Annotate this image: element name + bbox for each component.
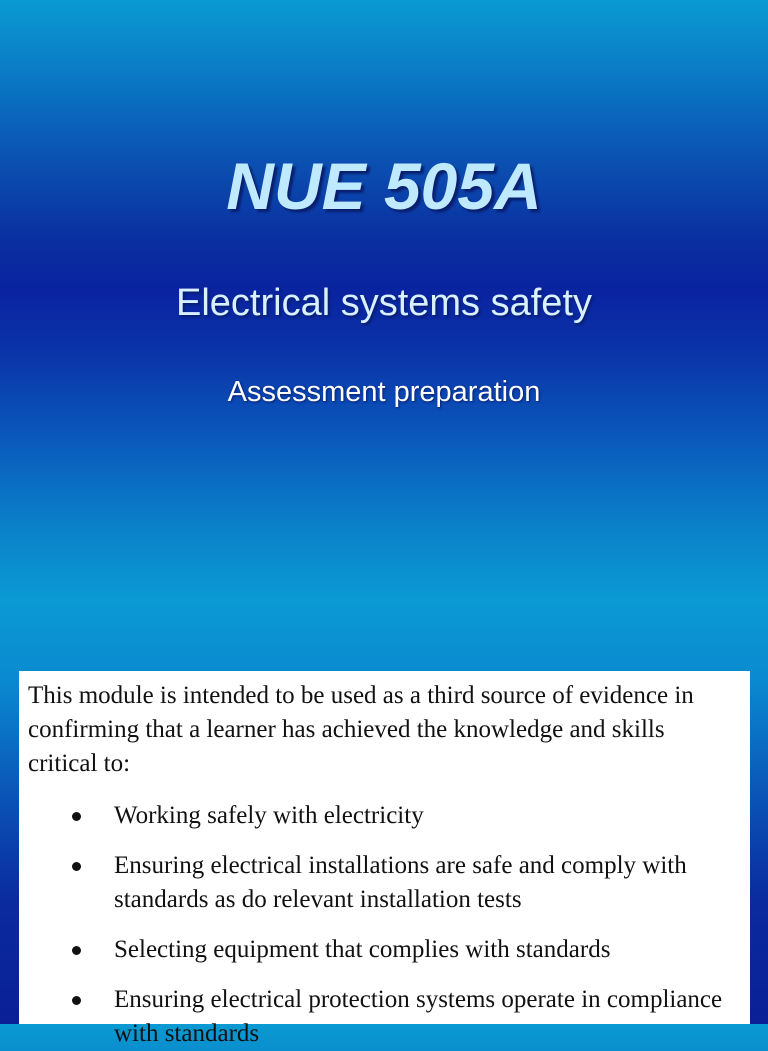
list-item-text: Selecting equipment that complies with standards bbox=[114, 936, 611, 963]
bullet-icon bbox=[72, 812, 81, 821]
bullet-icon bbox=[72, 862, 81, 871]
bullet-icon bbox=[72, 946, 81, 955]
list-item-text: Ensuring electrical installations are safe and comply with standards as do relevant installation tests bbox=[114, 852, 687, 913]
list-item bbox=[19, 849, 724, 917]
document-excerpt bbox=[19, 671, 750, 1047]
slide-subtitle: Electrical systems safety bbox=[176, 282, 592, 324]
list-item bbox=[19, 799, 724, 833]
slide-subsubtitle: Assessment preparation bbox=[227, 376, 541, 408]
bullet-icon bbox=[72, 996, 81, 1005]
document-intro: This module is intended to be used as a third source of evidence in confirming that a learner has achieved the knowledge and skills critical to: bbox=[28, 682, 694, 777]
list-item-text: Ensuring electrical protection systems operate in compliance with standards bbox=[114, 986, 723, 1047]
list-item-text: Working safely with electricity bbox=[114, 802, 424, 829]
bullet-list bbox=[19, 799, 750, 1051]
list-item bbox=[19, 933, 724, 967]
slide-title: NUE 505A bbox=[226, 149, 542, 223]
list-item bbox=[19, 983, 724, 1051]
